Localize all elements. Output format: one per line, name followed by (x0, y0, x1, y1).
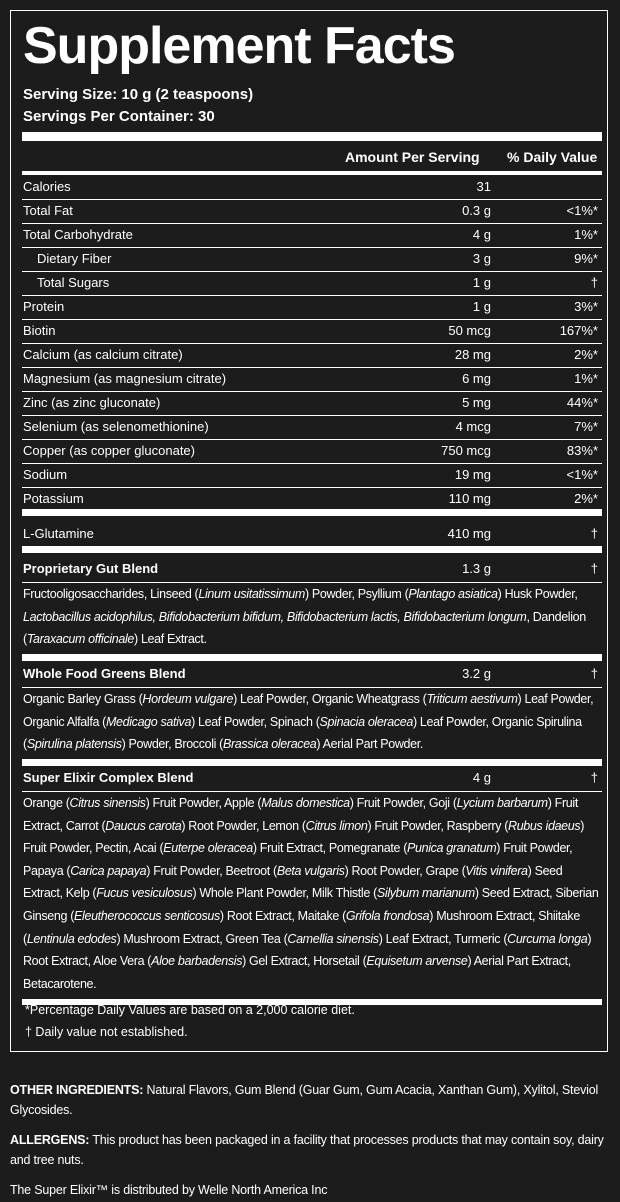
nutrient-name: Biotin (23, 323, 56, 338)
ingredient-text: ) Root Powder, Lemon ( (181, 818, 306, 833)
ingredient-text: ) Gel Extract, Horsetail ( (242, 954, 367, 969)
nutrient-row (22, 223, 602, 247)
botanical-name: Spinacia oleracea (319, 714, 413, 729)
ingredient-text: ) Fruit Powder, Papaya ( (23, 841, 573, 878)
nutrient-dv: 83%* (566, 443, 598, 458)
nutrient-amount: 31 (476, 179, 491, 194)
thick-divider (22, 759, 602, 766)
blend-name: Proprietary Gut Blend (23, 561, 159, 576)
botanical-name: Fucus vesiculosus (96, 886, 193, 901)
footnote-not-established: † Daily value not established. (25, 1025, 188, 1039)
botanical-name: Triticum aestivum (426, 692, 518, 706)
ingredient-text: ) Fruit Powder, Raspberry ( (367, 818, 509, 833)
nutrient-dv: <1%* (566, 467, 598, 482)
nutrient-row (22, 439, 602, 463)
blend-amount: 1.3 g (462, 561, 491, 576)
nutrient-row (22, 271, 602, 295)
ingredient-text: ) Fruit Powder, Beetroot ( (146, 863, 277, 878)
botanical-name: Silybum marianum (376, 886, 475, 901)
nutrient-row (22, 199, 602, 223)
blend-amount: 3.2 g (462, 666, 491, 681)
nutrient-name: Copper (as copper gluconate) (23, 443, 195, 458)
ingredient-text: Organic Barley Grass ( (23, 692, 143, 706)
nutrient-name: Sodium (23, 467, 68, 482)
blend-header-gut (22, 557, 602, 581)
distributor-note: The Super Elixir™ is distributed by Welle North America Inc (10, 1183, 328, 1197)
nutrient-dv: 2%* (574, 491, 598, 506)
ingredient-text: ) Fruit Powder, Pectin, Acai ( (23, 818, 585, 856)
nutrient-row (22, 247, 602, 271)
nutrient-name: Magnesium (as magnesium citrate) (23, 371, 227, 386)
nutrient-amount: 50 mcg (448, 323, 491, 338)
nutrient-amount: 1 g (472, 299, 491, 314)
botanical-name: Grifola frondosa (345, 908, 430, 923)
nutrient-amount: 6 mg (462, 371, 491, 386)
ingredient-text: ) Fruit Powder, Goji ( (349, 796, 457, 810)
nutrient-name: Calcium (as calcium citrate) (23, 347, 183, 362)
blend-header-elixir (22, 766, 602, 790)
other-ingredients (10, 1080, 610, 1120)
ingredient-text: ) Fruit Extract, Pomegranate ( (252, 841, 408, 856)
ingredient-text: ) Leaf Powder, Organic Spirulina ( (23, 714, 582, 752)
nutrient-name: Potassium (23, 491, 84, 506)
ingredient-text: ) Aerial Part Powder. (316, 737, 423, 752)
thick-divider (22, 509, 602, 516)
nutrient-name: Dietary Fiber (37, 251, 112, 266)
botanical-name: Camellia sinensis (287, 931, 379, 946)
nutrient-row (22, 343, 602, 367)
nutrient-name: Total Fat (23, 203, 73, 218)
blend-dv: † (590, 770, 598, 785)
botanical-name: Euterpe oleracea (163, 841, 253, 856)
nutrient-dv: † (590, 526, 598, 541)
nutrient-amount: 5 mg (462, 395, 491, 410)
ingredient-text: ) Powder, Broccoli ( (121, 737, 223, 752)
ingredient-text: ) Root Extract, Aloe Vera ( (23, 931, 592, 969)
nutrient-dv: 44%* (566, 395, 598, 410)
nutrient-amount: 4 mcg (455, 419, 491, 434)
nutrient-row (22, 319, 602, 343)
nutrient-dv: 167%* (559, 323, 598, 338)
footnote-daily-values: *Percentage Daily Values are based on a 2,000 calorie diet. (25, 1003, 355, 1017)
nutrient-amount: 410 mg (447, 526, 491, 541)
botanical-name: Punica granatum (407, 841, 497, 856)
botanical-name: Lycium barbarum (456, 796, 548, 810)
panel-title: Supplement Facts (23, 17, 455, 75)
botanical-name: Brassica oleracea (223, 737, 317, 752)
botanical-name: Daucus carota (105, 818, 182, 833)
botanical-name: Malus domestica (261, 796, 350, 810)
header-amount-per-serving: Amount Per Serving (345, 149, 480, 165)
nutrient-dv: <1%* (566, 203, 598, 218)
blend-name: Super Elixir Complex Blend (23, 770, 194, 785)
nutrient-dv: 7%* (574, 419, 598, 434)
ingredient-text: ) Fruit Extract, Carrot ( (23, 796, 578, 833)
botanical-name: Lactobacillus acidophilus, Bifidobacterium bifidum, Bifidobacterium lactis, Bifidobacterium longum (23, 609, 527, 624)
blend-dv: † (590, 666, 598, 681)
nutrient-name: L-Glutamine (23, 526, 94, 541)
nutrient-amount: 110 mg (448, 491, 491, 506)
botanical-name: Medicago sativa (105, 714, 192, 729)
ingredient-text: ) Aerial Part Extract, Betacarotene. (23, 954, 571, 991)
blend-amount: 4 g (472, 770, 491, 785)
ingredient-text: ) Mushroom Extract, Shiitake ( (23, 908, 580, 946)
nutrient-row (22, 367, 602, 391)
nutrient-row (22, 295, 602, 319)
nutrient-amount: 28 mg (454, 347, 491, 362)
ingredient-text: ) Root Powder, Grape ( (344, 863, 466, 878)
nutrient-name: Zinc (as zinc gluconate) (23, 395, 161, 410)
botanical-name: Eleutherococcus senticosus (74, 908, 220, 923)
ingredient-text: ) Leaf Extract. (134, 632, 207, 647)
serving-size: Serving Size: 10 g (2 teaspoons) (23, 86, 254, 103)
nutrient-name: Calories (23, 179, 71, 194)
nutrient-dv: 1%* (574, 371, 598, 386)
ingredient-text: ) Whole Plant Powder, Milk Thistle ( (192, 886, 377, 901)
nutrient-row (22, 415, 602, 439)
nutrient-name: Protein (23, 299, 65, 314)
ingredient-text: ) Leaf Powder, Organic Wheatgrass ( (233, 692, 427, 706)
nutrient-row (22, 391, 602, 415)
nutrient-row (22, 463, 602, 487)
blend-header-greens (22, 662, 602, 686)
nutrient-amount: 4 g (472, 227, 491, 242)
nutrient-name: Total Sugars (37, 275, 110, 290)
botanical-name: Aloe barbadensis (151, 954, 243, 969)
nutrient-amount: 1 g (472, 275, 491, 290)
botanical-name: Citrus limon (305, 818, 368, 833)
allergens-text: This product has been packaged in a facility that processes products that may contain soy, dairy and tree nuts. (10, 1133, 604, 1167)
botanical-name: Equisetum arvense (366, 954, 468, 969)
botanical-name: Hordeum vulgare (142, 692, 234, 706)
nutrient-row (22, 175, 602, 199)
nutrient-dv: † (590, 275, 598, 290)
nutrient-dv: 1%* (574, 227, 598, 242)
botanical-name: Vitis vinifera (465, 863, 528, 878)
allergens (10, 1130, 610, 1170)
blend-name: Whole Food Greens Blend (23, 666, 186, 681)
botanical-name: Citrus sinensis (69, 796, 146, 810)
botanical-name: Curcuma longa (507, 931, 588, 946)
thick-divider (22, 132, 602, 141)
botanical-name: Plantago asiatica (408, 587, 498, 601)
nutrient-dv: 9%* (574, 251, 598, 266)
ingredient-text: Fructooligosaccharides, Linseed ( (23, 587, 199, 601)
ingredient-text: ) Root Extract, Maitake ( (219, 908, 346, 923)
nutrient-row (22, 487, 602, 511)
ingredient-text: ) Seed Extract, Siberian Ginseng ( (23, 886, 599, 923)
ingredient-text: ) Seed Extract, Kelp ( (23, 863, 563, 901)
header-daily-value: % Daily Value (507, 149, 598, 165)
nutrient-amount: 3 g (472, 251, 491, 266)
blend-ingredients-greens (23, 688, 601, 756)
thick-divider (22, 654, 602, 661)
other-ingredients-label: OTHER INGREDIENTS: (10, 1083, 144, 1097)
servings-per-container: Servings Per Container: 30 (23, 108, 215, 125)
ingredient-text: ) Leaf Powder, Organic Alfalfa ( (23, 692, 594, 729)
botanical-name: Beta vulgaris (276, 863, 345, 878)
allergens-label: ALLERGENS: (10, 1133, 90, 1147)
nutrient-amount: 0.3 g (462, 203, 491, 218)
nutrient-amount: 19 mg (454, 467, 491, 482)
nutrient-name: Total Carbohydrate (23, 227, 133, 242)
blend-dv: † (590, 561, 598, 576)
botanical-name: Spirulina platensis (26, 737, 122, 752)
thick-divider (22, 546, 602, 553)
ingredient-text: ) Leaf Powder, Spinach ( (191, 714, 320, 729)
ingredient-text: , Dandelion ( (23, 609, 586, 647)
botanical-name: Lentinula edodes (26, 931, 117, 946)
ingredient-text: ) Powder, Psyllium ( (304, 587, 409, 601)
botanical-name: Linum usitatissimum (198, 587, 305, 601)
nutrient-dv: 3%* (574, 299, 598, 314)
nutrient-dv: 2%* (574, 347, 598, 362)
ingredient-text: Orange ( (23, 796, 70, 810)
blend-ingredients-gut (23, 583, 601, 651)
botanical-name: Carica papaya (70, 863, 147, 878)
supplement-facts-panel (10, 10, 608, 1052)
nutrient-name: Selenium (as selenomethionine) (23, 419, 209, 434)
botanical-name: Taraxacum officinale (26, 632, 135, 647)
glutamine-row (22, 522, 602, 546)
ingredient-text: ) Fruit Powder, Apple ( (145, 796, 262, 810)
nutrient-amount: 750 mcg (441, 443, 491, 458)
ingredient-text: ) Mushroom Extract, Green Tea ( (116, 931, 288, 946)
ingredient-text: ) Husk Powder, (497, 587, 578, 601)
ingredient-text: ) Leaf Extract, Turmeric ( (378, 931, 508, 946)
botanical-name: Rubus idaeus (508, 818, 581, 833)
other-ingredients-text: Natural Flavors, Gum Blend (Guar Gum, Gum Acacia, Xanthan Gum), Xylitol, Steviol Glycosides. (10, 1083, 599, 1117)
blend-ingredients-elixir (23, 792, 601, 995)
